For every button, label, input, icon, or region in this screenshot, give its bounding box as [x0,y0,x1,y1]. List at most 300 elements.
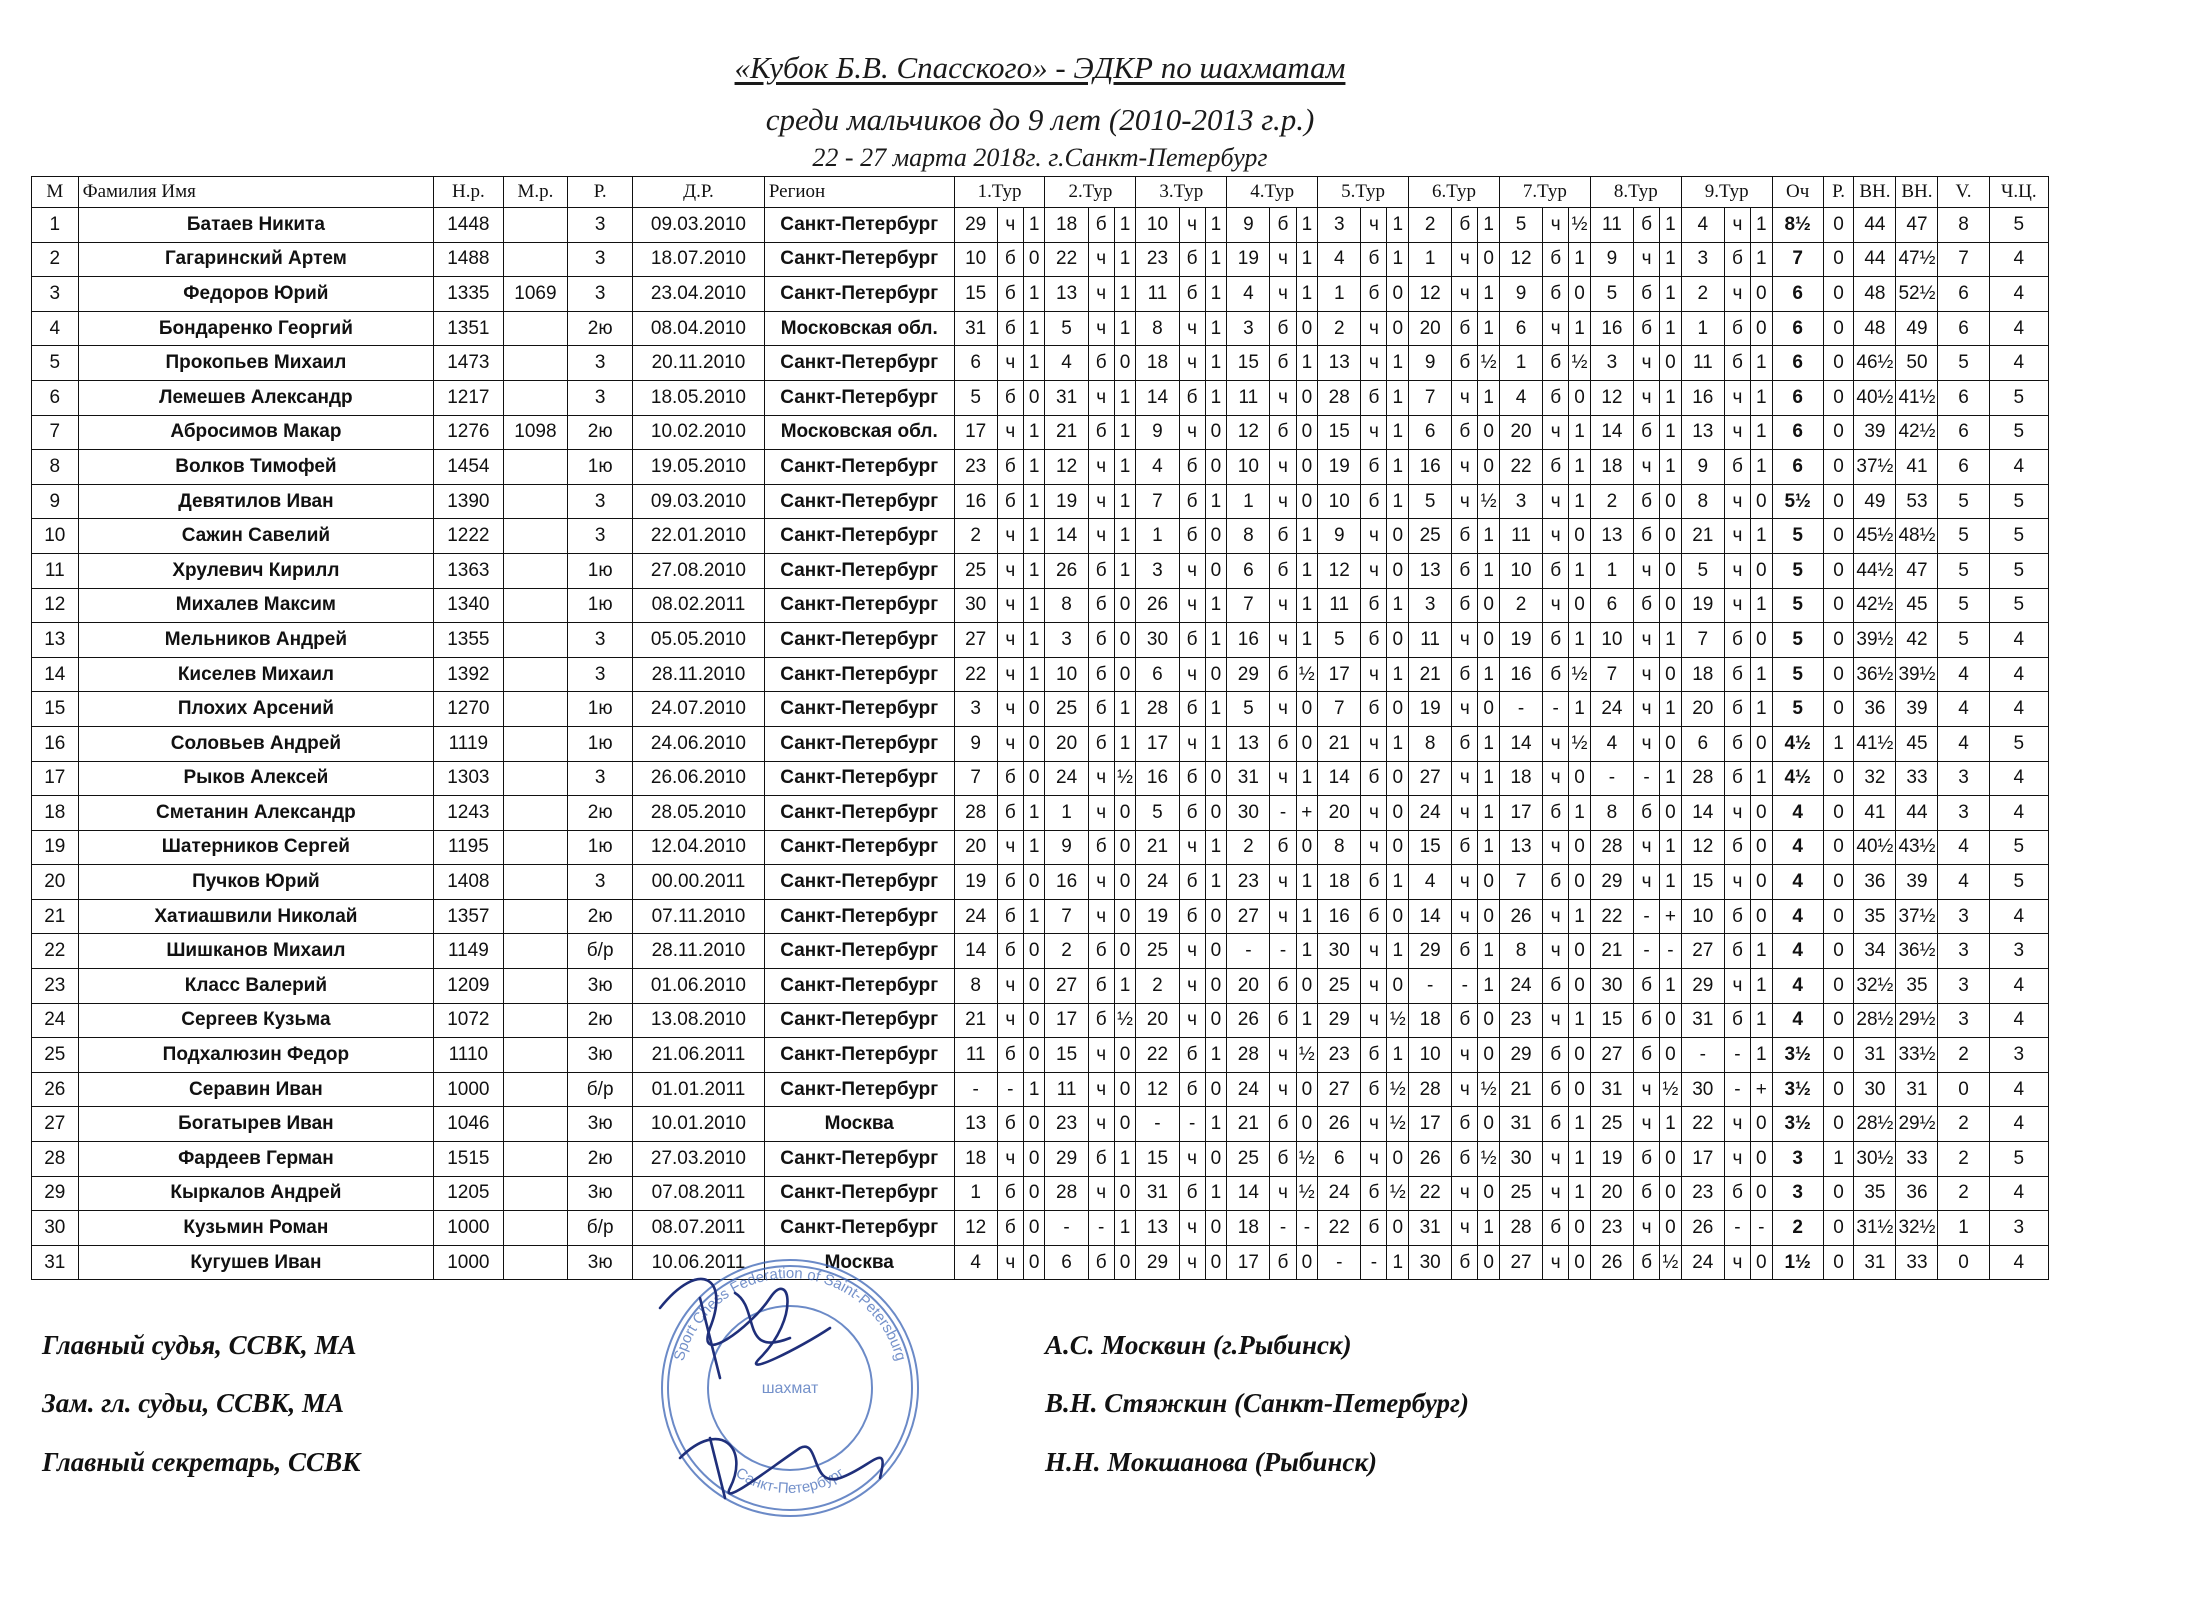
region-cell: Санкт-Петербург [764,934,954,969]
round-7-opponent-cell: 25 [1499,1176,1542,1211]
wins-cell: 5 [1938,519,1989,554]
col-header-category: Р. [568,177,633,208]
round-3-color-cell: б [1179,761,1205,796]
round-8-opponent-cell: 25 [1590,1107,1633,1142]
round-9-color-cell: ч [1724,865,1750,900]
player-name-cell: Хатиашвили Николай [78,899,434,934]
r-cell: 0 [1823,969,1854,1004]
black-games-cell: 4 [1989,1107,2048,1142]
region-cell: Санкт-Петербург [764,380,954,415]
player-name-cell: Класс Валерий [78,969,434,1004]
black-games-cell: 5 [1989,865,2048,900]
round-7-color-cell: ч [1543,830,1569,865]
round-6-opponent-cell: 1 [1409,242,1452,277]
fide-rating-cell [503,450,568,485]
round-2-color-cell: ч [1088,865,1114,900]
round-9-opponent-cell: 13 [1681,415,1724,450]
points-cell: 4 [1772,899,1823,934]
round-3-color-cell: б [1179,277,1205,312]
player-name-cell: Кугушев Иван [78,1245,434,1280]
document-header [0,48,2080,174]
col-header-round-9: 9.Тур [1681,177,1772,208]
buchholz-cell: 33 [1896,1245,1938,1280]
round-1-opponent-cell: 19 [954,865,997,900]
round-2-color-cell: ч [1088,899,1114,934]
round-4-opponent-cell: 16 [1227,623,1270,658]
round-9-color-cell: ч [1724,415,1750,450]
black-games-cell: 4 [1989,1245,2048,1280]
r-cell: 0 [1823,346,1854,381]
buchholz-cut-cell: 31½ [1854,1211,1896,1246]
birth-date-cell: 27.03.2010 [633,1142,765,1177]
round-4-color-cell: б [1270,1245,1296,1280]
round-3-color-cell: ч [1179,1211,1205,1246]
chief-arbiter-role: Главный судья, ССВК, МА [42,1330,357,1360]
round-5-opponent-cell: - [1318,1245,1361,1280]
round-2-color-cell: б [1088,830,1114,865]
round-7-opponent-cell: 17 [1499,796,1542,831]
round-7-color-cell: ч [1543,1142,1569,1177]
table-row [32,692,2049,727]
fide-rating-cell [503,242,568,277]
round-1-color-cell: б [997,242,1023,277]
black-games-cell: 3 [1989,1038,2048,1073]
results-table-header [32,177,2049,208]
national-rating-cell: 1243 [434,796,503,831]
round-3-result-cell: 0 [1205,519,1227,554]
r-cell: 0 [1823,519,1854,554]
round-8-color-cell: ч [1634,657,1660,692]
buchholz-cell: 47 [1896,553,1938,588]
round-7-result-cell: 0 [1569,934,1591,969]
round-4-color-cell: б [1270,208,1296,243]
round-1-result-cell: 0 [1023,934,1045,969]
national-rating-cell: 1205 [434,1176,503,1211]
round-3-result-cell: 0 [1205,796,1227,831]
round-9-color-cell: ч [1724,553,1750,588]
round-1-opponent-cell: 29 [954,208,997,243]
birth-date-cell: 08.02.2011 [633,588,765,623]
round-6-color-cell: ч [1452,1038,1478,1073]
round-8-result-cell: 1 [1660,415,1682,450]
region-cell: Санкт-Петербург [764,796,954,831]
round-8-opponent-cell: 7 [1590,657,1633,692]
round-7-opponent-cell: 29 [1499,1038,1542,1073]
category-cell: 3 [568,761,633,796]
black-games-cell: 4 [1989,657,2048,692]
round-6-opponent-cell: 29 [1409,934,1452,969]
points-cell: 5 [1772,623,1823,658]
round-9-result-cell: 1 [1751,934,1773,969]
round-9-opponent-cell: 17 [1681,1142,1724,1177]
birth-date-cell: 13.08.2010 [633,1003,765,1038]
r-cell: 0 [1823,484,1854,519]
player-name-cell: Лемешев Александр [78,380,434,415]
round-7-opponent-cell: 14 [1499,726,1542,761]
buchholz-cell: 47 [1896,208,1938,243]
national-rating-cell: 1390 [434,484,503,519]
round-6-result-cell: 0 [1478,588,1500,623]
player-name-cell: Плохих Арсений [78,692,434,727]
round-3-color-cell: б [1179,519,1205,554]
player-name-cell: Абросимов Макар [78,415,434,450]
category-cell: 1ю [568,830,633,865]
buchholz-cut-cell: 37½ [1854,450,1896,485]
round-7-result-cell: 1 [1569,1142,1591,1177]
region-cell: Санкт-Петербург [764,588,954,623]
round-9-opponent-cell: 24 [1681,1245,1724,1280]
round-7-color-cell: ч [1543,726,1569,761]
round-6-color-cell: ч [1452,450,1478,485]
round-5-color-cell: б [1361,623,1387,658]
round-2-result-cell: 0 [1114,934,1136,969]
round-4-opponent-cell: 6 [1227,553,1270,588]
round-4-result-cell: 1 [1296,277,1318,312]
col-header-region: Регион [764,177,954,208]
round-7-opponent-cell: 8 [1499,934,1542,969]
round-4-color-cell: б [1270,726,1296,761]
round-8-opponent-cell: 28 [1590,830,1633,865]
round-8-color-cell: ч [1634,1211,1660,1246]
round-4-opponent-cell: 21 [1227,1107,1270,1142]
round-4-opponent-cell: 28 [1227,1038,1270,1073]
round-7-result-cell: 0 [1569,1072,1591,1107]
buchholz-cut-cell: 28½ [1854,1107,1896,1142]
round-7-opponent-cell: 27 [1499,1245,1542,1280]
round-5-color-cell: б [1361,1038,1387,1073]
region-cell: Санкт-Петербург [764,969,954,1004]
round-2-result-cell: 1 [1114,484,1136,519]
table-row [32,830,2049,865]
player-name-cell: Фардеев Герман [78,1142,434,1177]
round-7-color-cell: б [1543,277,1569,312]
round-9-result-cell: 1 [1751,450,1773,485]
place-cell: 20 [32,865,79,900]
round-4-result-cell: 1 [1296,553,1318,588]
national-rating-cell: 1357 [434,899,503,934]
round-3-opponent-cell: 20 [1136,1003,1179,1038]
round-3-opponent-cell: 28 [1136,692,1179,727]
birth-date-cell: 28.05.2010 [633,796,765,831]
round-2-color-cell: б [1088,623,1114,658]
round-5-result-cell: 1 [1387,484,1409,519]
round-3-opponent-cell: 30 [1136,623,1179,658]
round-6-opponent-cell: 5 [1409,484,1452,519]
round-2-result-cell: 1 [1114,208,1136,243]
round-1-result-cell: 1 [1023,553,1045,588]
black-games-cell: 4 [1989,1072,2048,1107]
player-name-cell: Рыков Алексей [78,761,434,796]
round-9-color-cell: б [1724,726,1750,761]
round-1-color-cell: б [997,899,1023,934]
round-4-opponent-cell: 24 [1227,1072,1270,1107]
round-3-color-cell: ч [1179,934,1205,969]
round-8-opponent-cell: 8 [1590,796,1633,831]
round-6-opponent-cell: 10 [1409,1038,1452,1073]
round-9-opponent-cell: 7 [1681,623,1724,658]
region-cell: Санкт-Петербург [764,623,954,658]
round-1-result-cell: 1 [1023,1072,1045,1107]
player-name-cell: Гагаринский Артем [78,242,434,277]
round-2-result-cell: 0 [1114,899,1136,934]
wins-cell: 5 [1938,623,1989,658]
points-cell: 3½ [1772,1038,1823,1073]
points-cell: 3 [1772,1176,1823,1211]
region-cell: Санкт-Петербург [764,865,954,900]
round-6-opponent-cell: 3 [1409,588,1452,623]
round-5-color-cell: ч [1361,1142,1387,1177]
round-8-color-cell: б [1634,588,1660,623]
wins-cell: 6 [1938,450,1989,485]
round-6-color-cell: - [1452,969,1478,1004]
place-cell: 17 [32,761,79,796]
round-4-color-cell: б [1270,657,1296,692]
points-cell: 3½ [1772,1107,1823,1142]
round-5-color-cell: б [1361,692,1387,727]
round-8-result-cell: 0 [1660,796,1682,831]
wins-cell: 6 [1938,311,1989,346]
round-9-opponent-cell: 1 [1681,311,1724,346]
round-9-result-cell: 1 [1751,692,1773,727]
round-5-opponent-cell: 20 [1318,796,1361,831]
round-9-result-cell: 1 [1751,1003,1773,1038]
round-1-opponent-cell: 14 [954,934,997,969]
round-2-result-cell: 0 [1114,1072,1136,1107]
region-cell: Санкт-Петербург [764,277,954,312]
round-1-result-cell: 0 [1023,761,1045,796]
round-7-result-cell: 1 [1569,484,1591,519]
round-6-color-cell: б [1452,553,1478,588]
round-1-opponent-cell: 17 [954,415,997,450]
birth-date-cell: 10.02.2010 [633,415,765,450]
round-9-opponent-cell: 29 [1681,969,1724,1004]
round-9-result-cell: 0 [1751,830,1773,865]
round-7-result-cell: 0 [1569,1245,1591,1280]
round-1-opponent-cell: - [954,1072,997,1107]
category-cell: 2ю [568,899,633,934]
round-2-result-cell: 1 [1114,692,1136,727]
fide-rating-cell [503,208,568,243]
round-3-result-cell: 0 [1205,1072,1227,1107]
wins-cell: 4 [1938,865,1989,900]
place-cell: 30 [32,1211,79,1246]
place-cell: 28 [32,1142,79,1177]
round-3-opponent-cell: 6 [1136,657,1179,692]
category-cell: 3 [568,623,633,658]
round-7-result-cell: 1 [1569,415,1591,450]
region-cell: Санкт-Петербург [764,553,954,588]
round-7-opponent-cell: 24 [1499,969,1542,1004]
col-header-fide-rating: М.р. [503,177,568,208]
round-5-result-cell: 0 [1387,969,1409,1004]
player-name-cell: Мельников Андрей [78,623,434,658]
round-7-result-cell: 1 [1569,623,1591,658]
round-2-opponent-cell: 2 [1045,934,1088,969]
round-2-opponent-cell: 5 [1045,311,1088,346]
round-8-opponent-cell: 20 [1590,1176,1633,1211]
round-8-result-cell: 0 [1660,346,1682,381]
points-cell: 4 [1772,796,1823,831]
round-5-result-cell: 0 [1387,277,1409,312]
round-9-color-cell: ч [1724,277,1750,312]
round-6-opponent-cell: 9 [1409,346,1452,381]
region-cell: Санкт-Петербург [764,242,954,277]
round-7-opponent-cell: 16 [1499,657,1542,692]
round-3-opponent-cell: 12 [1136,1072,1179,1107]
round-7-result-cell: ½ [1569,657,1591,692]
round-9-result-cell: 1 [1751,242,1773,277]
round-7-opponent-cell: 9 [1499,277,1542,312]
round-4-color-cell: б [1270,346,1296,381]
round-7-color-cell: ч [1543,311,1569,346]
round-1-result-cell: 0 [1023,726,1045,761]
round-9-color-cell: б [1724,830,1750,865]
round-1-opponent-cell: 6 [954,346,997,381]
round-9-color-cell: б [1724,311,1750,346]
place-cell: 25 [32,1038,79,1073]
region-cell: Санкт-Петербург [764,726,954,761]
black-games-cell: 4 [1989,761,2048,796]
round-7-color-cell: б [1543,242,1569,277]
round-7-color-cell: ч [1543,484,1569,519]
round-8-result-cell: 1 [1660,623,1682,658]
points-cell: 4½ [1772,761,1823,796]
round-9-result-cell: 1 [1751,380,1773,415]
round-3-result-cell: 1 [1205,830,1227,865]
category-cell: 3 [568,484,633,519]
round-5-result-cell: 0 [1387,830,1409,865]
r-cell: 0 [1823,1107,1854,1142]
round-5-opponent-cell: 24 [1318,1176,1361,1211]
round-4-color-cell: б [1270,830,1296,865]
round-8-opponent-cell: 15 [1590,1003,1633,1038]
round-6-color-cell: б [1452,311,1478,346]
round-7-result-cell: 0 [1569,1038,1591,1073]
round-2-opponent-cell: 14 [1045,519,1088,554]
round-3-result-cell: 1 [1205,277,1227,312]
round-2-color-cell: ч [1088,484,1114,519]
col-header-place: М [32,177,79,208]
birth-date-cell: 12.04.2010 [633,830,765,865]
round-1-result-cell: 0 [1023,865,1045,900]
region-cell: Санкт-Петербург [764,519,954,554]
round-4-result-cell: 0 [1296,692,1318,727]
r-cell: 0 [1823,277,1854,312]
category-cell: 3 [568,346,633,381]
round-1-color-cell: ч [997,830,1023,865]
round-6-color-cell: ч [1452,623,1478,658]
round-1-color-cell: - [997,1072,1023,1107]
round-1-result-cell: 0 [1023,1003,1045,1038]
buchholz-cut-cell: 32 [1854,761,1896,796]
col-header-round-8: 8.Тур [1590,177,1681,208]
col-header-name: Фамилия Имя [78,177,434,208]
player-name-cell: Хрулевич Кирилл [78,553,434,588]
round-2-color-cell: б [1088,1142,1114,1177]
player-name-cell: Кыркалов Андрей [78,1176,434,1211]
round-9-color-cell: ч [1724,1245,1750,1280]
round-6-color-cell: ч [1452,899,1478,934]
round-4-color-cell: ч [1270,1072,1296,1107]
national-rating-cell: 1149 [434,934,503,969]
round-2-color-cell: ч [1088,519,1114,554]
round-2-result-cell: 0 [1114,1176,1136,1211]
round-2-result-cell: 1 [1114,277,1136,312]
round-7-opponent-cell: 23 [1499,1003,1542,1038]
region-cell: Санкт-Петербург [764,1211,954,1246]
round-1-result-cell: 1 [1023,796,1045,831]
round-6-opponent-cell: 26 [1409,1142,1452,1177]
round-1-color-cell: ч [997,726,1023,761]
round-2-color-cell: б [1088,657,1114,692]
place-cell: 12 [32,588,79,623]
round-8-opponent-cell: 12 [1590,380,1633,415]
round-2-color-cell: б [1088,1245,1114,1280]
round-5-opponent-cell: 12 [1318,553,1361,588]
fide-rating-cell [503,1142,568,1177]
region-cell: Московская обл. [764,415,954,450]
round-3-color-cell: ч [1179,311,1205,346]
r-cell: 0 [1823,1211,1854,1246]
round-1-opponent-cell: 8 [954,969,997,1004]
round-5-result-cell: 1 [1387,865,1409,900]
wins-cell: 5 [1938,484,1989,519]
points-cell: 3½ [1772,1072,1823,1107]
round-7-color-cell: ч [1543,415,1569,450]
round-3-opponent-cell: 25 [1136,934,1179,969]
fide-rating-cell [503,380,568,415]
round-9-color-cell: б [1724,692,1750,727]
round-9-opponent-cell: 23 [1681,1176,1724,1211]
col-header-wins: V. [1938,177,1989,208]
round-6-opponent-cell: 18 [1409,1003,1452,1038]
round-8-color-cell: ч [1634,726,1660,761]
round-2-color-cell: б [1088,208,1114,243]
category-cell: 2ю [568,311,633,346]
document-title: «Кубок Б.В. Спасского» - ЭДКР по шахматам [734,50,1346,85]
round-5-result-cell: 1 [1387,934,1409,969]
round-2-opponent-cell: 15 [1045,1038,1088,1073]
round-1-result-cell: 0 [1023,969,1045,1004]
round-2-result-cell: 0 [1114,865,1136,900]
round-5-color-cell: ч [1361,796,1387,831]
r-cell: 0 [1823,380,1854,415]
round-3-opponent-cell: 15 [1136,1142,1179,1177]
birth-date-cell: 27.08.2010 [633,553,765,588]
table-row [32,208,2049,243]
round-9-result-cell: 0 [1751,1176,1773,1211]
chief-secretary-name: Н.Н. Мокшанова (Рыбинск) [1045,1447,1378,1477]
buchholz-cell: 36 [1896,1176,1938,1211]
round-5-opponent-cell: 25 [1318,969,1361,1004]
national-rating-cell: 1000 [434,1245,503,1280]
round-9-opponent-cell: 28 [1681,761,1724,796]
place-cell: 5 [32,346,79,381]
round-5-color-cell: б [1361,588,1387,623]
national-rating-cell: 1209 [434,969,503,1004]
round-4-result-cell: 0 [1296,450,1318,485]
round-1-result-cell: 0 [1023,1176,1045,1211]
r-cell: 0 [1823,796,1854,831]
points-cell: 5 [1772,692,1823,727]
place-cell: 14 [32,657,79,692]
round-5-result-cell: 0 [1387,1142,1409,1177]
round-8-opponent-cell: 1 [1590,553,1633,588]
round-3-opponent-cell: 16 [1136,761,1179,796]
round-4-result-cell: 0 [1296,484,1318,519]
black-games-cell: 5 [1989,415,2048,450]
round-2-result-cell: ½ [1114,761,1136,796]
